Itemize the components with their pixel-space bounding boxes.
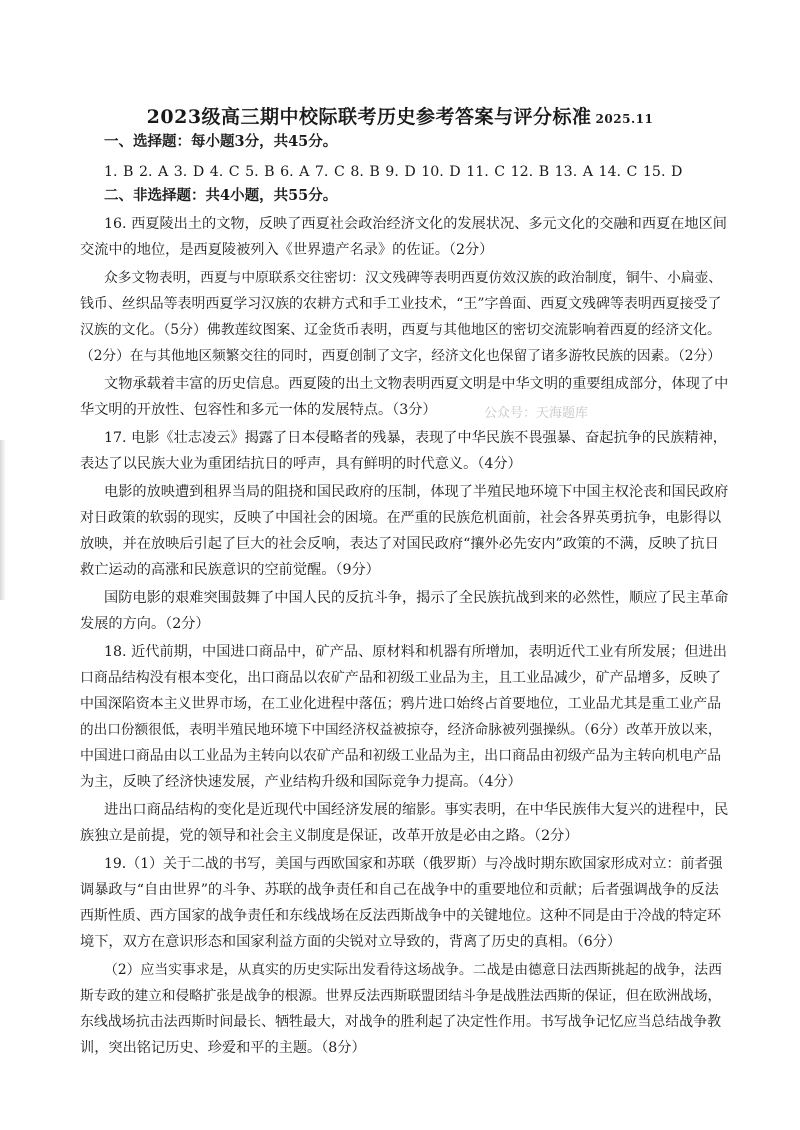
q19-line: 西斯性质、西方国家的战争责任和东线战场在反法西斯战争中的关键地位。这种不同是由于冷战的特定环 [80,908,722,924]
q16-line: 钱币、丝织品等表明西夏学习汉族的农耕方式和手工业技术，“王”字兽面、西夏文残碑等表明西夏接受了 [80,296,722,312]
q17-line: 放映，并在放映后引起了巨大的社会反响，表达了对国民政府“攘外必先安内”政策的不满，反映了抗日 [80,536,719,552]
q16-line: 众多文物表明，西夏与中原联系交往密切：汉文残碑等表明西夏仿效汉族的政治制度，铜牛、小扁壶、 [104,270,723,286]
q17-line: 17. 电影《壮志凌云》揭露了日本侵略者的残暴，表现了中华民族不畏强暴、奋起抗争的民族精神， [104,430,727,446]
q17-line: 对日政策的软弱的现实，反映了中国社会的困境。在严重的民族危机面前，社会各界英勇抗争，电影得以 [80,510,722,526]
q16-line: 汉族的文化。（5分）佛教莲纹图案、辽金货币表明，西夏与其他地区的密切交流影响着西夏的经济文化。 [80,322,721,338]
q16-line: （2分）在与其他地区频繁交往的同时，西夏创制了文字，经济文化也保留了诸多游牧民族的因素。（2分） [80,348,721,364]
q18-line: 进出口商品结构的变化是近现代中国经济发展的缩影。事实表明，在中华民族伟大复兴的进程中，民 [104,802,729,818]
q18-line: 口商品结构没有根本变化，出口商品以农矿产品和初级工业品为主，且工业品减少，矿产品增多，反映了 [80,670,722,686]
q19-line: （2）应当实事求是，从真实的历史实际出发看待这场战争。二战是由德意日法西斯挑起的战争，法西 [104,962,722,978]
q18-line: 为主，反映了经济快速发展，产业结构升级和国际竞争力提高。（4分） [80,774,522,790]
watermark-text: 公众号：天海题库 [484,406,589,421]
section1-heading: 一、选择题：每小题3分，共45分。 [104,133,338,150]
q16-line: 华文明的开放性、包容性和多元一体的发展特点。（3分） [80,402,437,418]
q16-line: 交流中的地位，是西夏陵被列入《世界遗产名录》的佐证。（2分） [80,242,494,258]
q19-line: 境下，双方在意识形态和国家利益方面的尖锐对立导致的，背离了历史的真相。（6分） [80,934,622,950]
q17-line: 电影的放映遭到租界当局的阻挠和国民政府的压制，体现了半殖民地环境下中国主权沦丧和国民政府 [104,484,729,500]
q18-line: 18. 近代前期，中国进口商品中，矿产品、原材料和机器有所增加，表明近代工业有所发展；但进出 [104,644,727,660]
scan-edge-shadow [0,440,6,600]
q17-line: 国防电影的艰难突围鼓舞了中国人民的反抗斗争，揭示了全民族抗战到来的必然性，顺应了民主革命 [104,590,729,606]
q18-line: 的出口份额很低，表明半殖民地环境下中国经济权益被掠夺，经济命脉被列强操纵。（6分）改革开放以来， [80,722,722,738]
q17-line: 救亡运动的高涨和民族意识的空前觉醒。（9分） [80,562,380,578]
choice-answers: 1. B 2. A 3. D 4. C 5. B 6. A 7. C 8. B 9. D 10. D 11. C 12. B 13. A 14. C 15. D [104,164,683,180]
page-title [0,102,800,129]
q19-line: 东线战场抗击法西斯时间最长、牺牲最大，对战争的胜利起了决定性作用。书写战争记忆应当总结战争教 [80,1014,722,1030]
q19-line: 训，突出铭记历史、珍爱和平的主题。（8分） [80,1040,366,1056]
q18-line: 中国进口商品由以工业品为主转向以农矿产品和初级工业品为主，出口商品由初级产品为主转向机电产品 [80,748,722,764]
title-text: 2023级高三期中校际联考历史参考答案与评分标准 [146,106,592,128]
q17-line: 发展的方向。（2分） [80,616,210,632]
q17-line: 表达了以民族大业为重团结抗日的呼声，具有鲜明的时代意义。（4分） [80,456,522,472]
q16-line: 文物承载着丰富的历史信息。西夏陵的出土文物表明西夏文明是中华文明的重要组成部分，体现了中 [104,376,729,392]
q19-line: 调暴政与“自由世界”的斗争、苏联的战争责任和自己在战争中的重要地位和贡献；后者强调战争的反法 [80,882,719,898]
q19-line: 斯专政的建立和侵略扩张是战争的根源。世界反法西斯联盟团结斗争是战胜法西斯的保证，但在欧洲战场， [80,988,722,1004]
q18-line: 中国深陷资本主义世界市场，在工业化进程中落伍；鸦片进口始终占首要地位，工业品尤其是重工业产品 [80,696,722,712]
q18-line: 族独立是前提，党的领导和社会主义制度是保证，改革开放是必由之路。（2分） [80,828,579,844]
section2-heading: 二、非选择题：共4小题，共55分。 [104,187,338,204]
title-date: 2025.11 [595,112,654,126]
q19-line: 19.（1）关于二战的书写，美国与西欧国家和苏联（俄罗斯）与冷战时期东欧国家形成对立：前者强 [104,856,723,872]
q16-line: 16. 西夏陵出土的文物，反映了西夏社会政治经济文化的发展状况、多元文化的交融和西夏在地区间 [104,216,727,232]
